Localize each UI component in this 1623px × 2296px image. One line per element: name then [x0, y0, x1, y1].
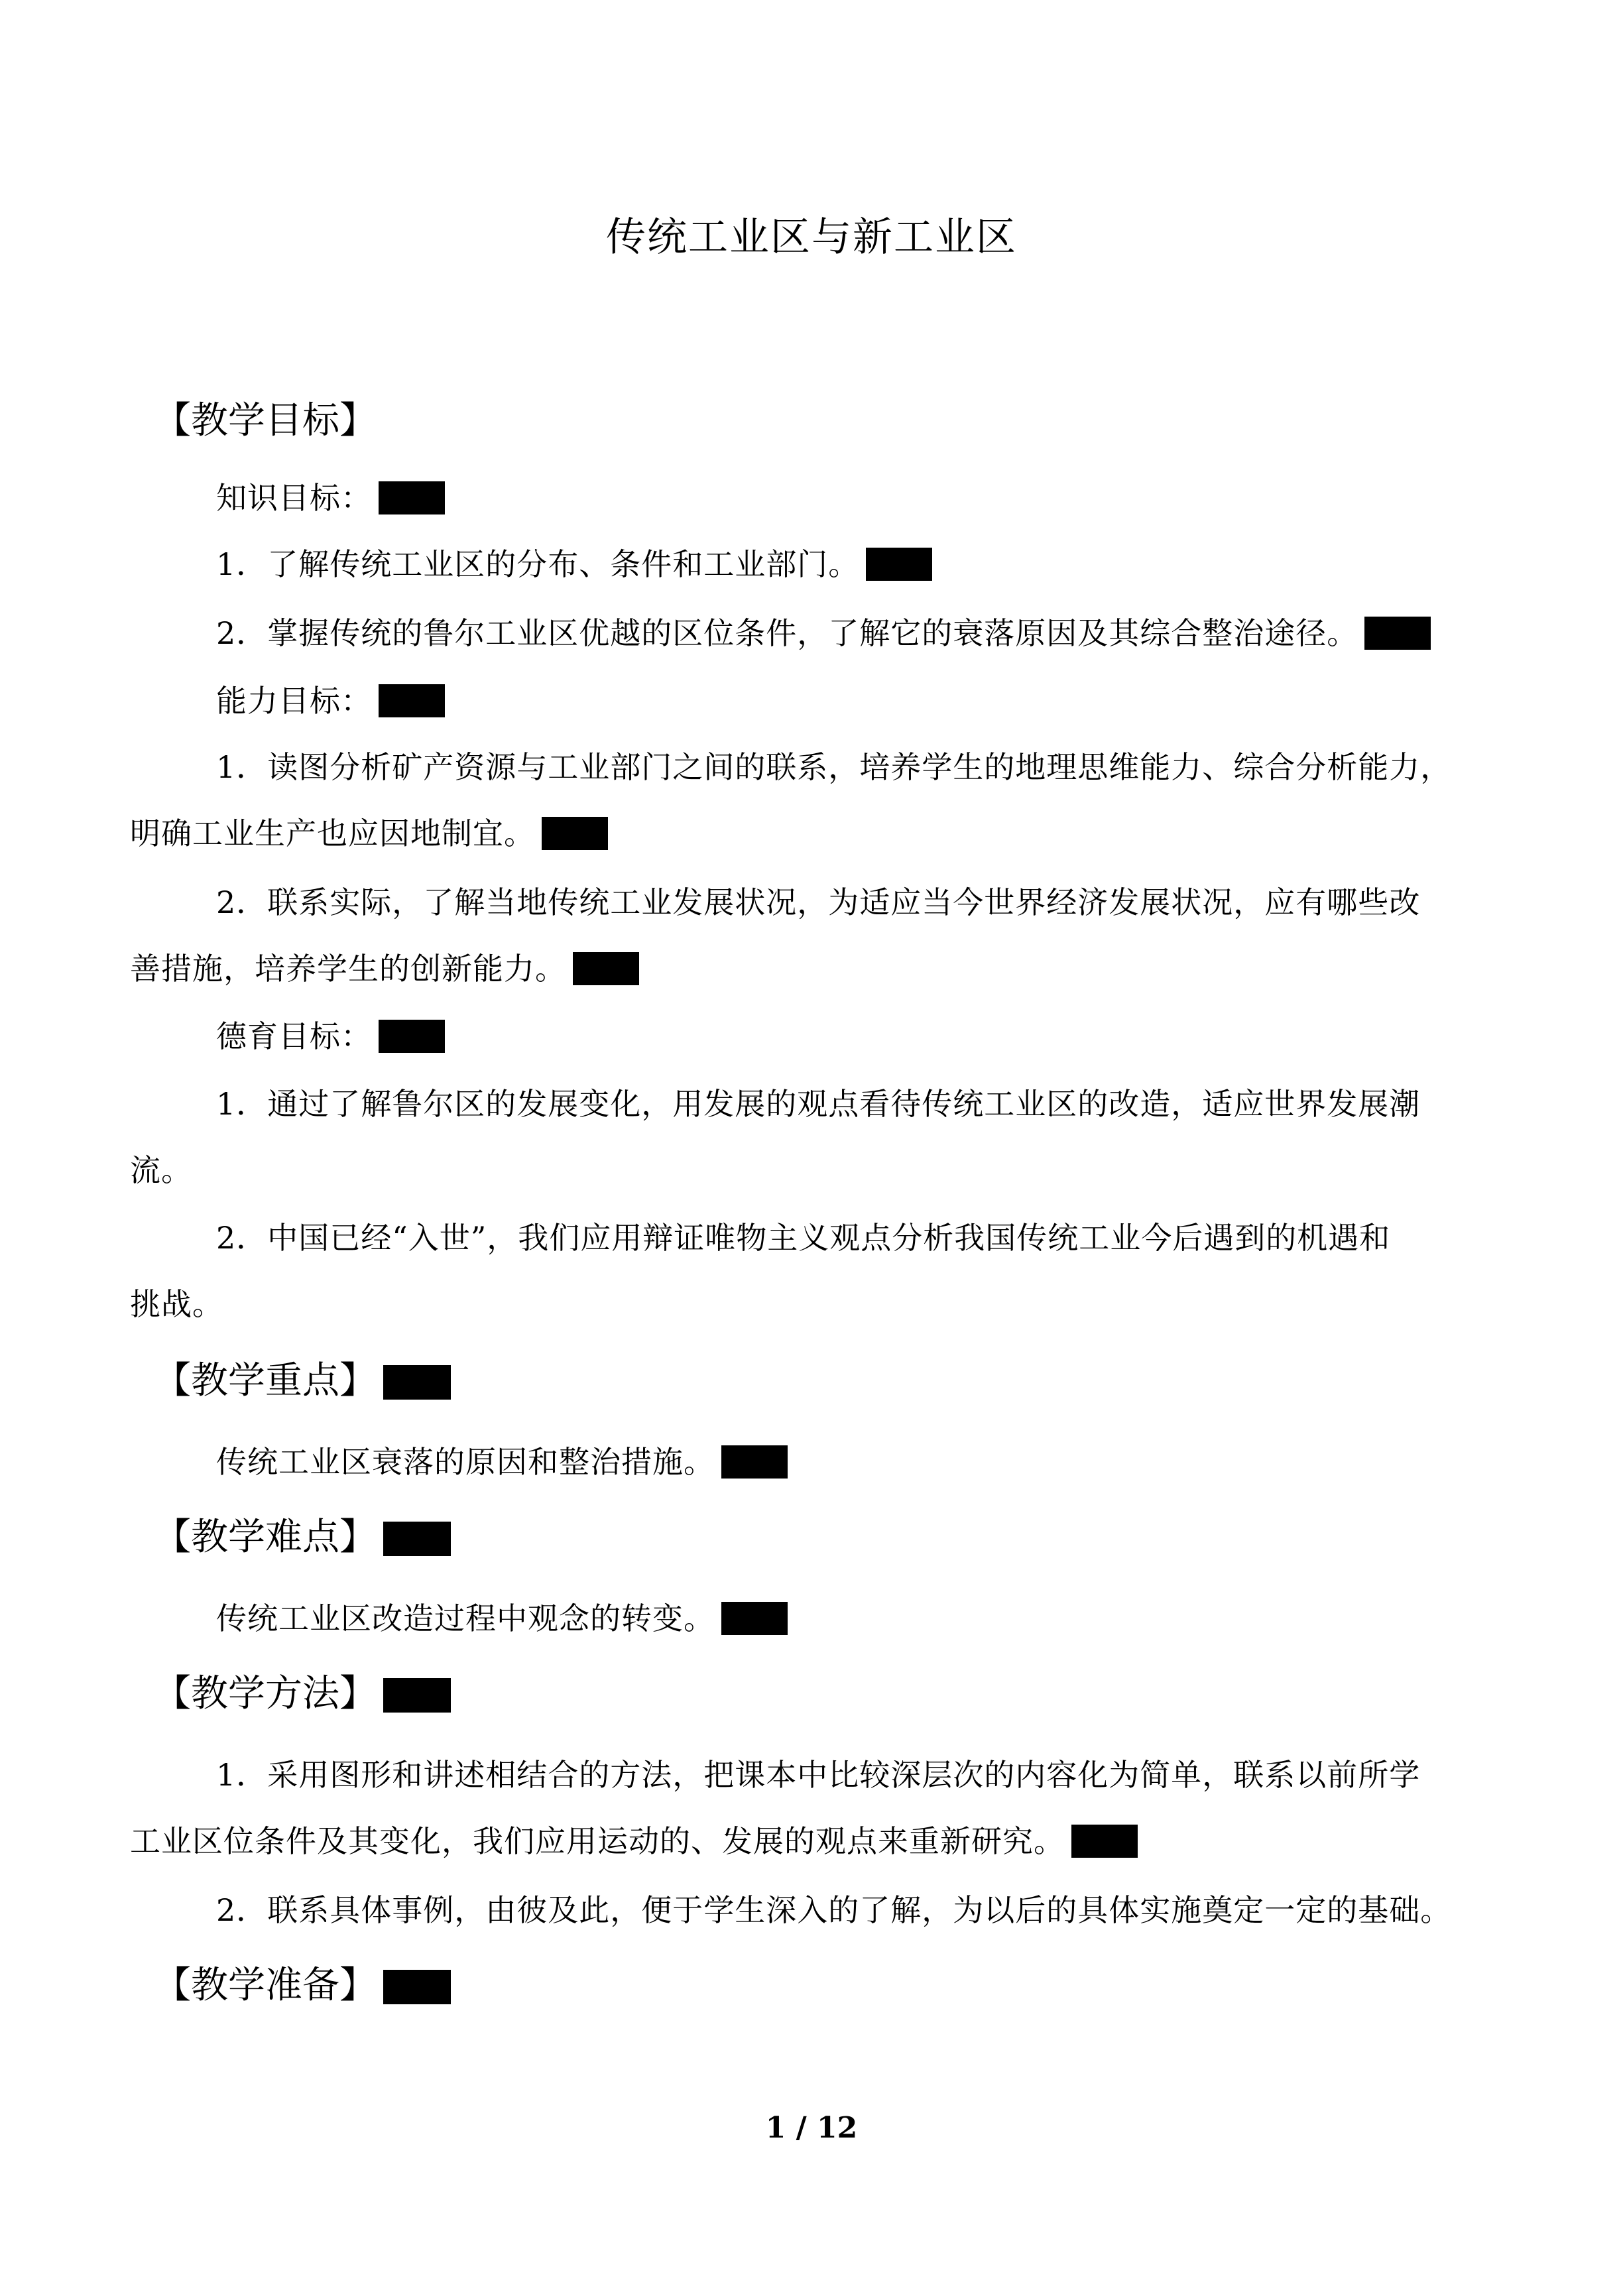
page-number: 1 / 12: [765, 2111, 858, 2145]
line-text: 1．了解传统工业区的分布、条件和工业部门。: [216, 546, 860, 582]
redaction-block: [379, 481, 445, 514]
ability-item-1-line-2: [130, 813, 608, 854]
difficult-points-text: [216, 1598, 788, 1639]
method-item-1-line-2: [130, 1821, 1138, 1862]
line-text: 1．通过了解鲁尔区的发展变化，用发展的观点看待传统工业区的改造，适应世界发展潮: [216, 1086, 1421, 1122]
method-item-2: [216, 1890, 1451, 1931]
redaction-block: [379, 1020, 445, 1053]
heading-difficult-points: [154, 1513, 451, 1562]
line-text: 能力目标：: [216, 683, 372, 719]
line-text: 知识目标：: [216, 480, 372, 516]
line-text: 2．联系具体事例，由彼及此，便于学生深入的了解，为以后的具体实施奠定一定的基础。: [216, 1892, 1452, 1928]
redaction-block: [542, 817, 608, 850]
heading-preparation: [154, 1961, 451, 2010]
heading-text: 【教学准备】: [154, 1964, 377, 2007]
knowledge-label: [216, 477, 445, 518]
ability-label: [216, 680, 445, 721]
ability-item-2-line-2: [130, 948, 639, 989]
line-text: 德育目标：: [216, 1018, 372, 1054]
redaction-block: [573, 952, 639, 985]
line-text: 明确工业生产也应因地制宜。: [130, 816, 535, 851]
moral-item-1-line-1: [216, 1083, 1420, 1124]
moral-label: [216, 1016, 445, 1057]
redaction-block: [379, 684, 445, 717]
method-item-1-line-1: [216, 1754, 1420, 1795]
heading-methods: [154, 1669, 451, 1719]
redaction-block: [721, 1602, 788, 1635]
line-text: 2．中国已经“入世”，我们应用辩证唯物主义观点分析我国传统工业今后遇到的机遇和: [216, 1220, 1391, 1256]
heading-text: 【教学目标】: [154, 399, 377, 442]
key-points-text: [216, 1441, 788, 1482]
ability-item-1-line-1: [216, 747, 1451, 788]
line-text: 挑战。: [130, 1286, 223, 1322]
heading-key-points: [154, 1357, 451, 1406]
redaction-block: [383, 1678, 451, 1713]
redaction-block: [1364, 617, 1431, 650]
line-text: 传统工业区改造过程中观念的转变。: [216, 1601, 715, 1636]
moral-item-2-line-1: [216, 1217, 1390, 1258]
heading-objectives: [154, 396, 377, 446]
redaction-block: [383, 1365, 451, 1400]
redaction-block: [1071, 1825, 1138, 1858]
line-text: 1．采用图形和讲述相结合的方法，把课本中比较深层次的内容化为简单，联系以前所学: [216, 1757, 1421, 1793]
redaction-block: [721, 1445, 788, 1479]
heading-text: 【教学方法】: [154, 1672, 377, 1715]
redaction-block: [383, 1970, 451, 2004]
redaction-block: [866, 548, 932, 581]
knowledge-item-1: [216, 544, 932, 585]
line-text: 1．读图分析矿产资源与工业部门之间的联系，培养学生的地理思维能力、综合分析能力，: [216, 749, 1452, 785]
moral-item-2-line-2: [130, 1284, 223, 1325]
line-text: 传统工业区衰落的原因和整治措施。: [216, 1444, 715, 1480]
line-text: 善措施，培养学生的创新能力。: [130, 951, 566, 987]
heading-text: 【教学难点】: [154, 1516, 377, 1559]
document-title: 传统工业区与新工业区: [606, 214, 1017, 261]
line-text: 2．联系实际，了解当地传统工业发展状况，为适应当今世界经济发展状况，应有哪些改: [216, 884, 1421, 920]
knowledge-item-2: [216, 613, 1431, 654]
line-text: 流。: [130, 1152, 192, 1188]
heading-text: 【教学重点】: [154, 1359, 377, 1402]
redaction-block: [383, 1522, 451, 1556]
ability-item-2-line-1: [216, 882, 1420, 923]
moral-item-1-line-2: [130, 1150, 192, 1191]
line-text: 2．掌握传统的鲁尔工业区优越的区位条件，了解它的衰落原因及其综合整治途径。: [216, 615, 1358, 651]
line-text: 工业区位条件及其变化，我们应用运动的、发展的观点来重新研究。: [130, 1823, 1065, 1859]
